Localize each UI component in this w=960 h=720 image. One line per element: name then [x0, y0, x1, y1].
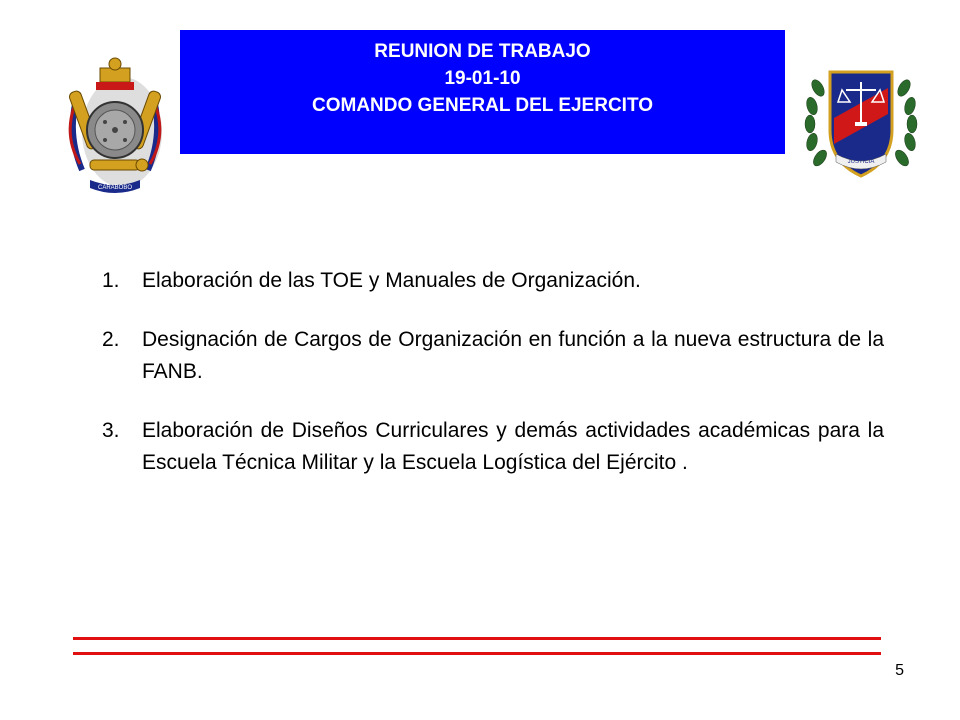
list-item-number: 2.: [102, 328, 120, 351]
list-item: [102, 324, 884, 388]
list-item: [102, 415, 884, 479]
list-item-number: 1.: [102, 269, 120, 292]
list-item-text: Designación de Cargos de Organización en función a la nueva estructura de la FANB.: [142, 328, 884, 383]
list-item-number: 3.: [102, 419, 120, 442]
right-crest-logo: [800, 58, 922, 188]
military-crest-icon: [60, 52, 170, 202]
header-subtitle: COMANDO GENERAL DEL EJERCITO: [312, 95, 653, 116]
footer-divider-top: [73, 637, 881, 640]
header-title: REUNION DE TRABAJO: [374, 41, 591, 62]
right-crest-text: JUSTICIA: [847, 159, 875, 165]
list-item: [102, 265, 884, 297]
list-item-text: Elaboración de las TOE y Manuales de Organización.: [142, 269, 641, 292]
left-crest-text: CARABOBO: [97, 185, 133, 191]
justice-shield-laurel-icon: [800, 58, 922, 188]
list-item-text: Elaboración de Diseños Curriculares y demás actividades académicas para la Escuela Técnica Militar y la Escuela Logística del Ejército .: [142, 419, 884, 474]
header-date: 19-01-10: [444, 68, 521, 89]
page-number: 5: [895, 662, 904, 679]
left-crest-logo: [60, 52, 170, 202]
agenda-list: [102, 265, 884, 506]
footer-divider-bottom: [73, 652, 881, 655]
header-banner: [180, 30, 785, 154]
